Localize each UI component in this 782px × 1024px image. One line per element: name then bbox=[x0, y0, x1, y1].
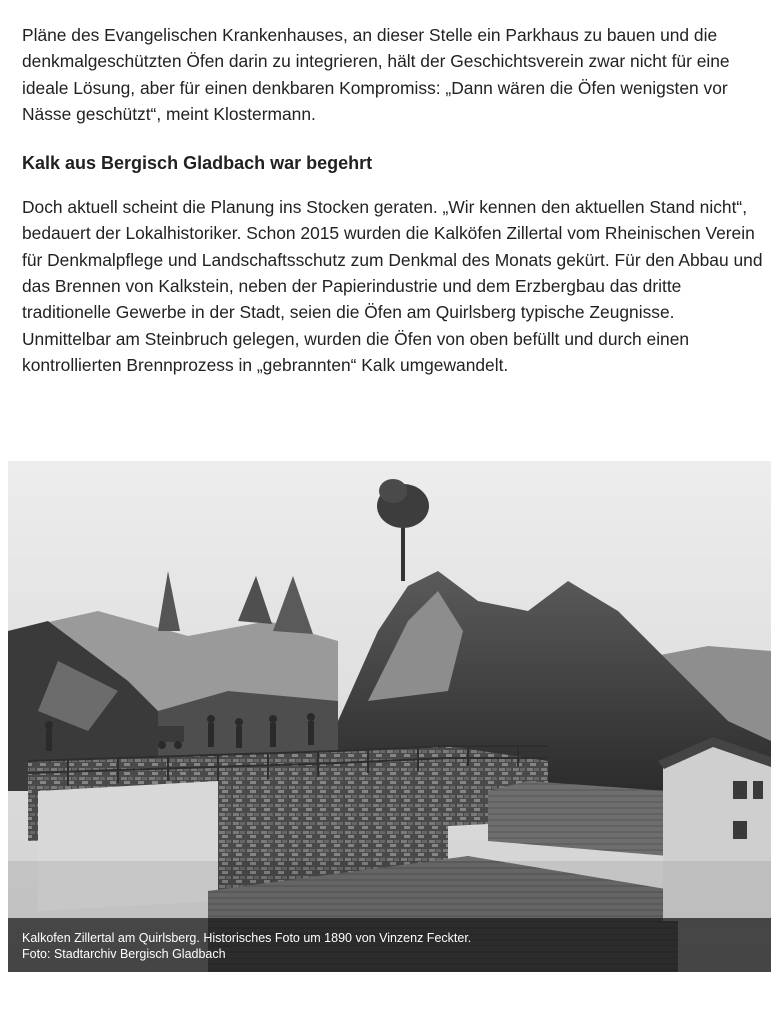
article-body bbox=[22, 22, 766, 378]
photo-illustration bbox=[8, 461, 771, 972]
paragraph-intro: Pläne des Evangelischen Krankenhauses, an dieser Stelle ein Parkhaus zu bauen und die denkmalgeschützten Öfen darin zu integrieren, hält der Geschichtsverein zwar nicht für eine ideale Lösung, aber für einen denkbaren Kompromiss: „Dann wären die Öfen wenigsten vor Nässe geschützt“, meint Klostermann. bbox=[22, 25, 730, 124]
caption-credit: Foto: Stadtarchiv Bergisch Gladbach bbox=[22, 947, 226, 961]
historic-photo[interactable] bbox=[8, 461, 771, 972]
caption-description: Kalkofen Zillertal am Quirlsberg. Historisches Foto um 1890 von Vinzenz Feckter. bbox=[22, 931, 472, 945]
photo-caption bbox=[8, 918, 771, 972]
section-heading: Kalk aus Bergisch Gladbach war begehrt bbox=[22, 153, 373, 174]
paragraph-main: Doch aktuell scheint die Planung ins Stocken geraten. „Wir kennen den aktuellen Stand nicht“, bedauert der Lokalhistoriker. Schon 2015 wurden die Kalköfen Zillertal vom Rheinischen Verein für Denkmalpflege und Landschaftsschutz zum Denkmal des Monats gekürt. Für den Abbau und das Brennen von Kalkstein, neben der Papierindustrie und dem Erzbergbau das dritte traditionelle Gewerbe in der Stadt, seien die Öfen am Quirlsberg typische Zeugnisse. Unmittelbar am Steinbruch gelegen, wurden die Öfen von oben befüllt und durch einen kontrollierten Brennprozess in „gebrannten“ Kalk umgewandelt. bbox=[22, 197, 763, 375]
